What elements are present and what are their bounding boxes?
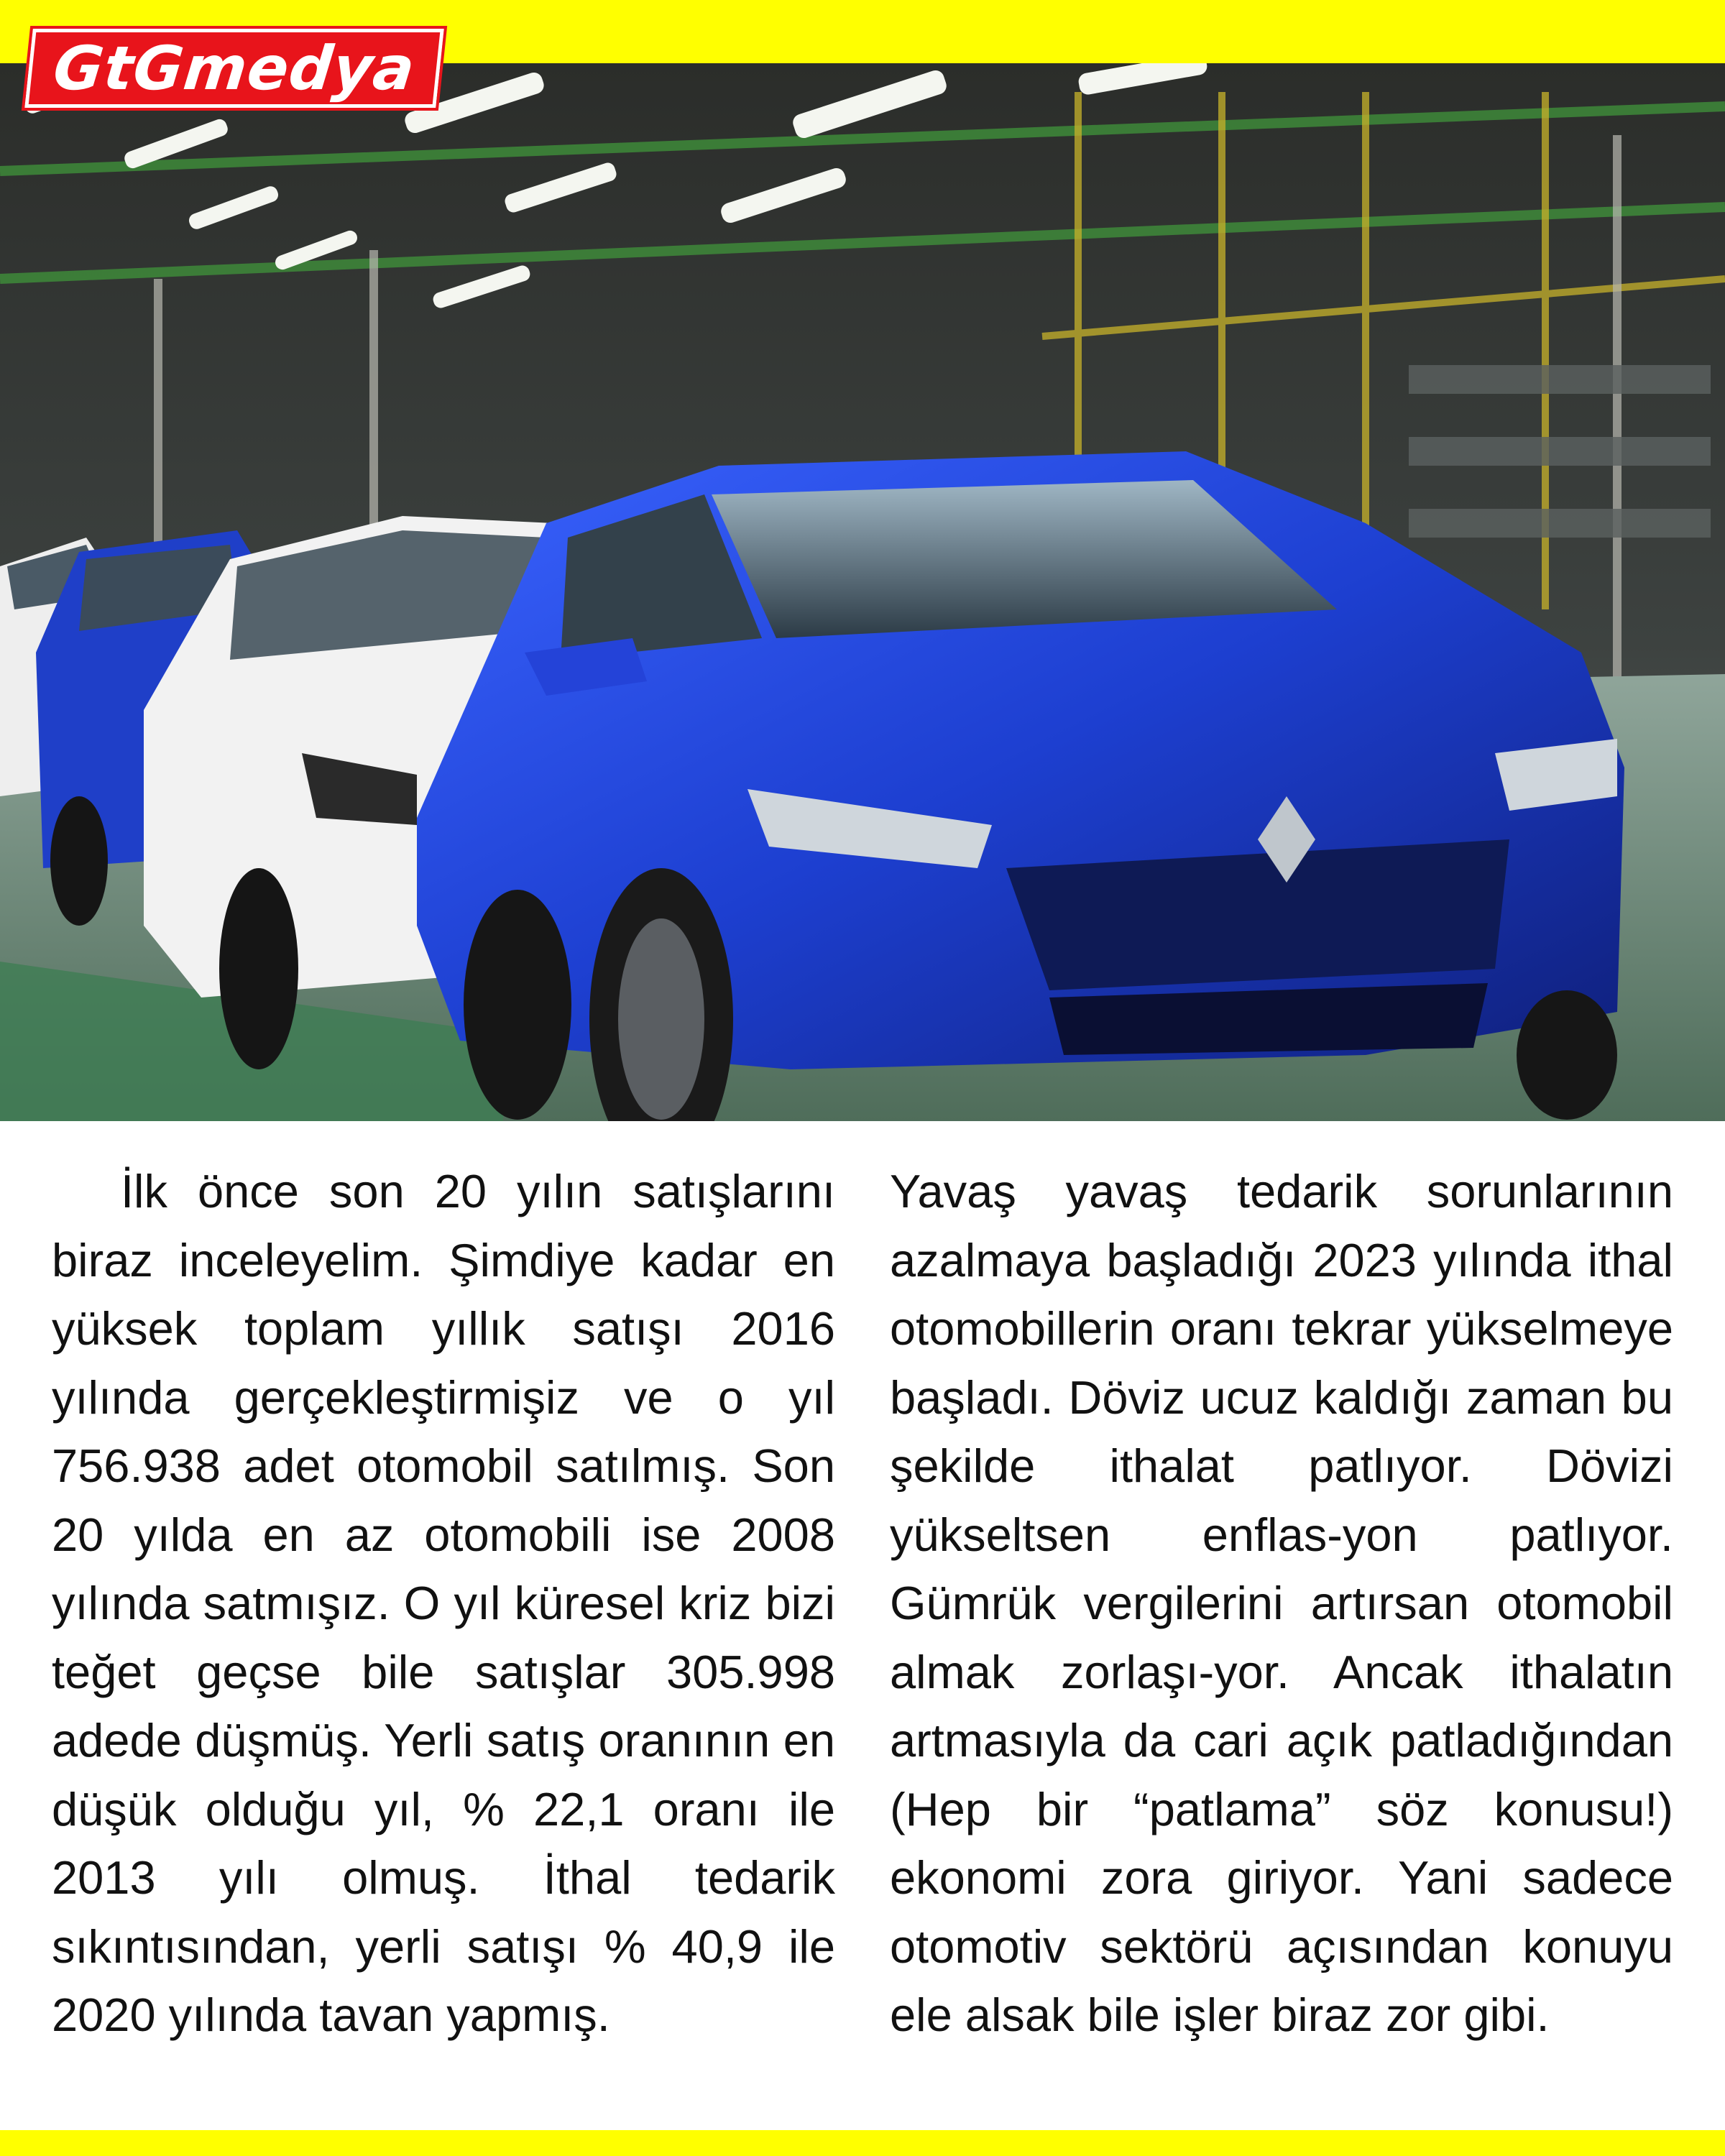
gtgmedya-logo: GtGmedya	[24, 29, 444, 108]
factory-car-illustration	[0, 63, 1725, 1121]
article-column-right	[890, 1157, 1673, 2050]
right-column-paragraph: Yavaş yavaş tedarik sorunlarının azalmaya başladığı 2023 yılında ithal otomobillerin oranı tekrar yükselmeye başladı. Döviz ucuz kaldığı zaman bu şekilde ithalat patlıyor. Dövizi yükseltsen enflas-yon patlıyor. Gümrük vergilerini artırsan otomobil almak zorlaşı-yor. Ancak ithalatın artmasıyla da cari açık patladığından (Hep bir “patlama” söz konusu!) ekonomi zora giriyor. Yani sadece otomotiv sektörü açısından konuyu ele alsak bile işler biraz zor gibi.	[890, 1165, 1673, 2041]
factory-car-photo	[0, 63, 1725, 1121]
article-column-left	[52, 1157, 835, 2050]
bottom-yellow-band	[0, 2130, 1725, 2156]
left-column-paragraph: İlk önce son 20 yılın satışlarını biraz inceleyelim. Şimdiye kadar en yüksek toplam yıllık satışı 2016 yılında gerçekleştirmişiz ve o yıl 756.938 adet otomobil satılmış. Son 20 yılda en az otomobili ise 2008 yılında satmışız. O yıl küresel kriz bizi teğet geçse bile satışlar 305.998 adede düşmüş. Yerli satış oranının en düşük olduğu yıl, % 22,1 oranı ile 2013 yılı olmuş. İthal tedarik sıkıntısından, yerli satışı % 40,9 ile 2020 yılında tavan yapmış.	[52, 1165, 835, 2041]
